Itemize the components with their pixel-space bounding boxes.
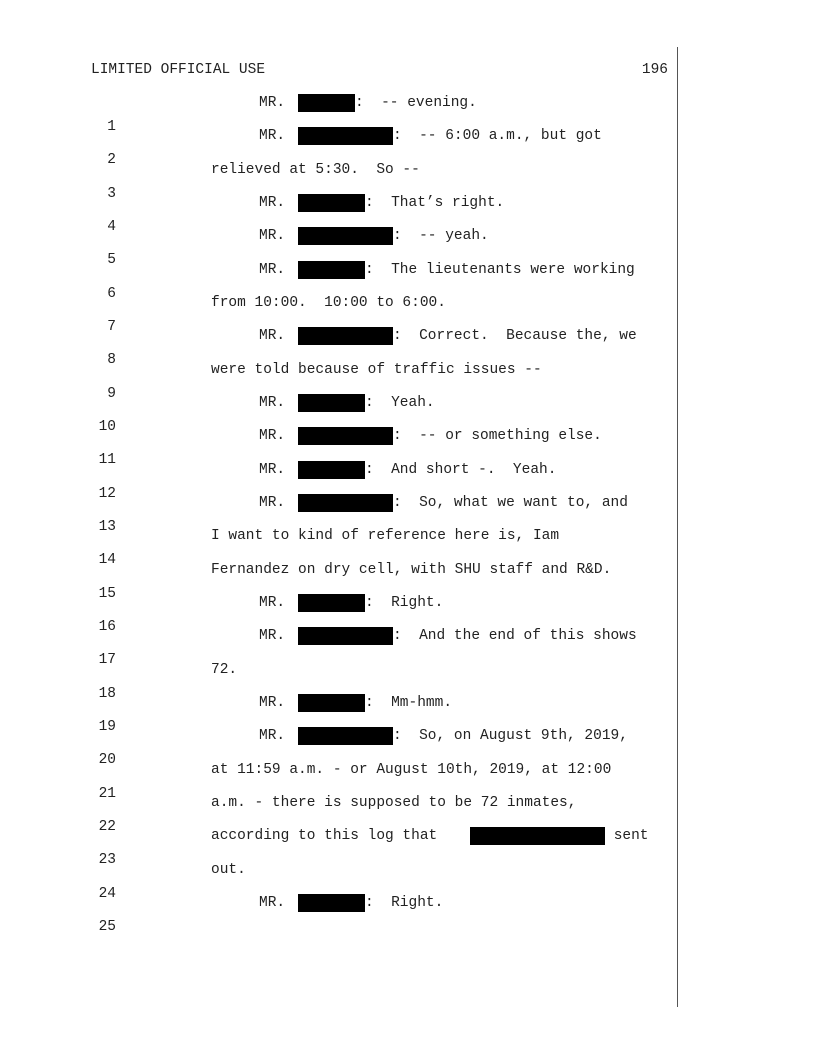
- speech-text: were told because of traffic issues --: [211, 362, 542, 378]
- speech-text: according to this log that: [211, 828, 446, 844]
- transcript-line: [0, 391, 680, 435]
- redaction-box: [298, 494, 393, 512]
- redaction-box: [298, 594, 365, 612]
- speech-text: relieved at 5:30. So --: [211, 162, 420, 178]
- classification-header: LIMITED OFFICIAL USE: [91, 62, 266, 78]
- speaker-prefix: MR.: [259, 462, 294, 478]
- transcript-line: [0, 491, 680, 535]
- transcript-line: [0, 624, 680, 668]
- line-number: 22: [98, 819, 116, 835]
- transcript-line: [0, 124, 680, 168]
- line-number: 25: [98, 919, 116, 935]
- line-number: 3: [107, 186, 116, 202]
- redaction-box: [298, 94, 355, 112]
- line-number: 20: [98, 752, 116, 768]
- line-number: 21: [98, 786, 116, 802]
- speech-text: at 11:59 a.m. - or August 10th, 2019, at 12:00: [211, 762, 612, 778]
- transcript-line: [0, 824, 680, 868]
- transcript-line: [0, 358, 680, 402]
- line-number: 15: [98, 586, 116, 602]
- redaction-box: [298, 327, 393, 345]
- speaker-prefix: MR.: [259, 228, 294, 244]
- transcript-line: [0, 858, 680, 902]
- line-number: 24: [98, 886, 116, 902]
- line-number: 2: [107, 152, 116, 168]
- line-number: 7: [107, 319, 116, 335]
- page-number: 196: [641, 62, 668, 78]
- line-number: 16: [98, 619, 116, 635]
- transcript-line: [0, 558, 680, 602]
- speech-text: : -- or something else.: [393, 428, 602, 444]
- transcript-line: [0, 191, 680, 235]
- transcript-line: [0, 791, 680, 835]
- transcript-line: [0, 891, 680, 935]
- speech-text: : The lieutenants were working: [365, 262, 635, 278]
- redaction-box: [298, 194, 365, 212]
- redaction-box: [298, 894, 365, 912]
- redaction-box: [298, 461, 365, 479]
- speech-text: from 10:00. 10:00 to 6:00.: [211, 295, 446, 311]
- speaker-prefix: MR.: [259, 695, 294, 711]
- speech-text: 72.: [211, 662, 238, 678]
- redaction-box: [298, 427, 393, 445]
- speech-text: : That’s right.: [365, 195, 505, 211]
- speech-text: : -- yeah.: [393, 228, 489, 244]
- speech-text: a.m. - there is supposed to be 72 inmates,: [211, 795, 577, 811]
- line-number: 10: [98, 419, 116, 435]
- speaker-prefix: MR.: [259, 195, 294, 211]
- transcript-line: [0, 458, 680, 502]
- redaction-box: [298, 694, 365, 712]
- speech-text: : Mm-hmm.: [365, 695, 453, 711]
- line-number: 9: [107, 386, 116, 402]
- line-number: 13: [98, 519, 116, 535]
- line-number: 17: [98, 652, 116, 668]
- transcript-line: [0, 324, 680, 368]
- transcript-line: [0, 424, 680, 468]
- line-number: 5: [107, 252, 116, 268]
- transcript-line: [0, 724, 680, 768]
- line-number: 1: [107, 119, 116, 135]
- transcript-line: [0, 158, 680, 202]
- transcript-line: [0, 691, 680, 735]
- line-number: 11: [98, 452, 116, 468]
- line-number: 4: [107, 219, 116, 235]
- transcript-line: [0, 591, 680, 635]
- transcript-line: [0, 291, 680, 335]
- line-number: 18: [98, 686, 116, 702]
- transcript-line: [0, 658, 680, 702]
- speaker-prefix: MR.: [259, 628, 294, 644]
- transcript-line: [0, 524, 680, 568]
- line-number: 14: [98, 552, 116, 568]
- redaction-box: [298, 727, 393, 745]
- speech-text: : So, what we want to, and: [393, 495, 628, 511]
- speaker-prefix: MR.: [259, 328, 294, 344]
- transcript-line: [0, 91, 680, 135]
- speech-text: out.: [211, 862, 246, 878]
- speech-text: sent: [605, 828, 649, 844]
- line-number: 6: [107, 286, 116, 302]
- transcript-line: [0, 224, 680, 268]
- speaker-prefix: MR.: [259, 495, 294, 511]
- speaker-prefix: MR.: [259, 262, 294, 278]
- speech-text: : Correct. Because the, we: [393, 328, 637, 344]
- speaker-prefix: MR.: [259, 728, 294, 744]
- redaction-box: [298, 227, 393, 245]
- redaction-box: [470, 827, 605, 845]
- speech-text: : -- evening.: [355, 95, 477, 111]
- line-number: 23: [98, 852, 116, 868]
- speaker-prefix: MR.: [259, 895, 294, 911]
- speech-text: I want to kind of reference here is, Iam: [211, 528, 560, 544]
- speech-text: : Right.: [365, 895, 444, 911]
- speech-text: : And the end of this shows: [393, 628, 637, 644]
- speech-text: : And short -. Yeah.: [365, 462, 557, 478]
- redaction-box: [298, 261, 365, 279]
- speech-text: Fernandez on dry cell, with SHU staff and R&D.: [211, 562, 612, 578]
- line-number: 12: [98, 486, 116, 502]
- speech-text: : Yeah.: [365, 395, 435, 411]
- speaker-prefix: MR.: [259, 428, 294, 444]
- line-number: 19: [98, 719, 116, 735]
- redaction-box: [298, 394, 365, 412]
- speaker-prefix: MR.: [259, 395, 294, 411]
- redaction-box: [298, 127, 393, 145]
- line-number: 8: [107, 352, 116, 368]
- speech-text: : So, on August 9th, 2019,: [393, 728, 628, 744]
- speaker-prefix: MR.: [259, 595, 294, 611]
- speaker-prefix: MR.: [259, 95, 294, 111]
- speaker-prefix: MR.: [259, 128, 294, 144]
- speech-text: : -- 6:00 a.m., but got: [393, 128, 602, 144]
- transcript-line: [0, 258, 680, 302]
- redaction-box: [298, 627, 393, 645]
- speech-text: : Right.: [365, 595, 444, 611]
- transcript-line: [0, 758, 680, 802]
